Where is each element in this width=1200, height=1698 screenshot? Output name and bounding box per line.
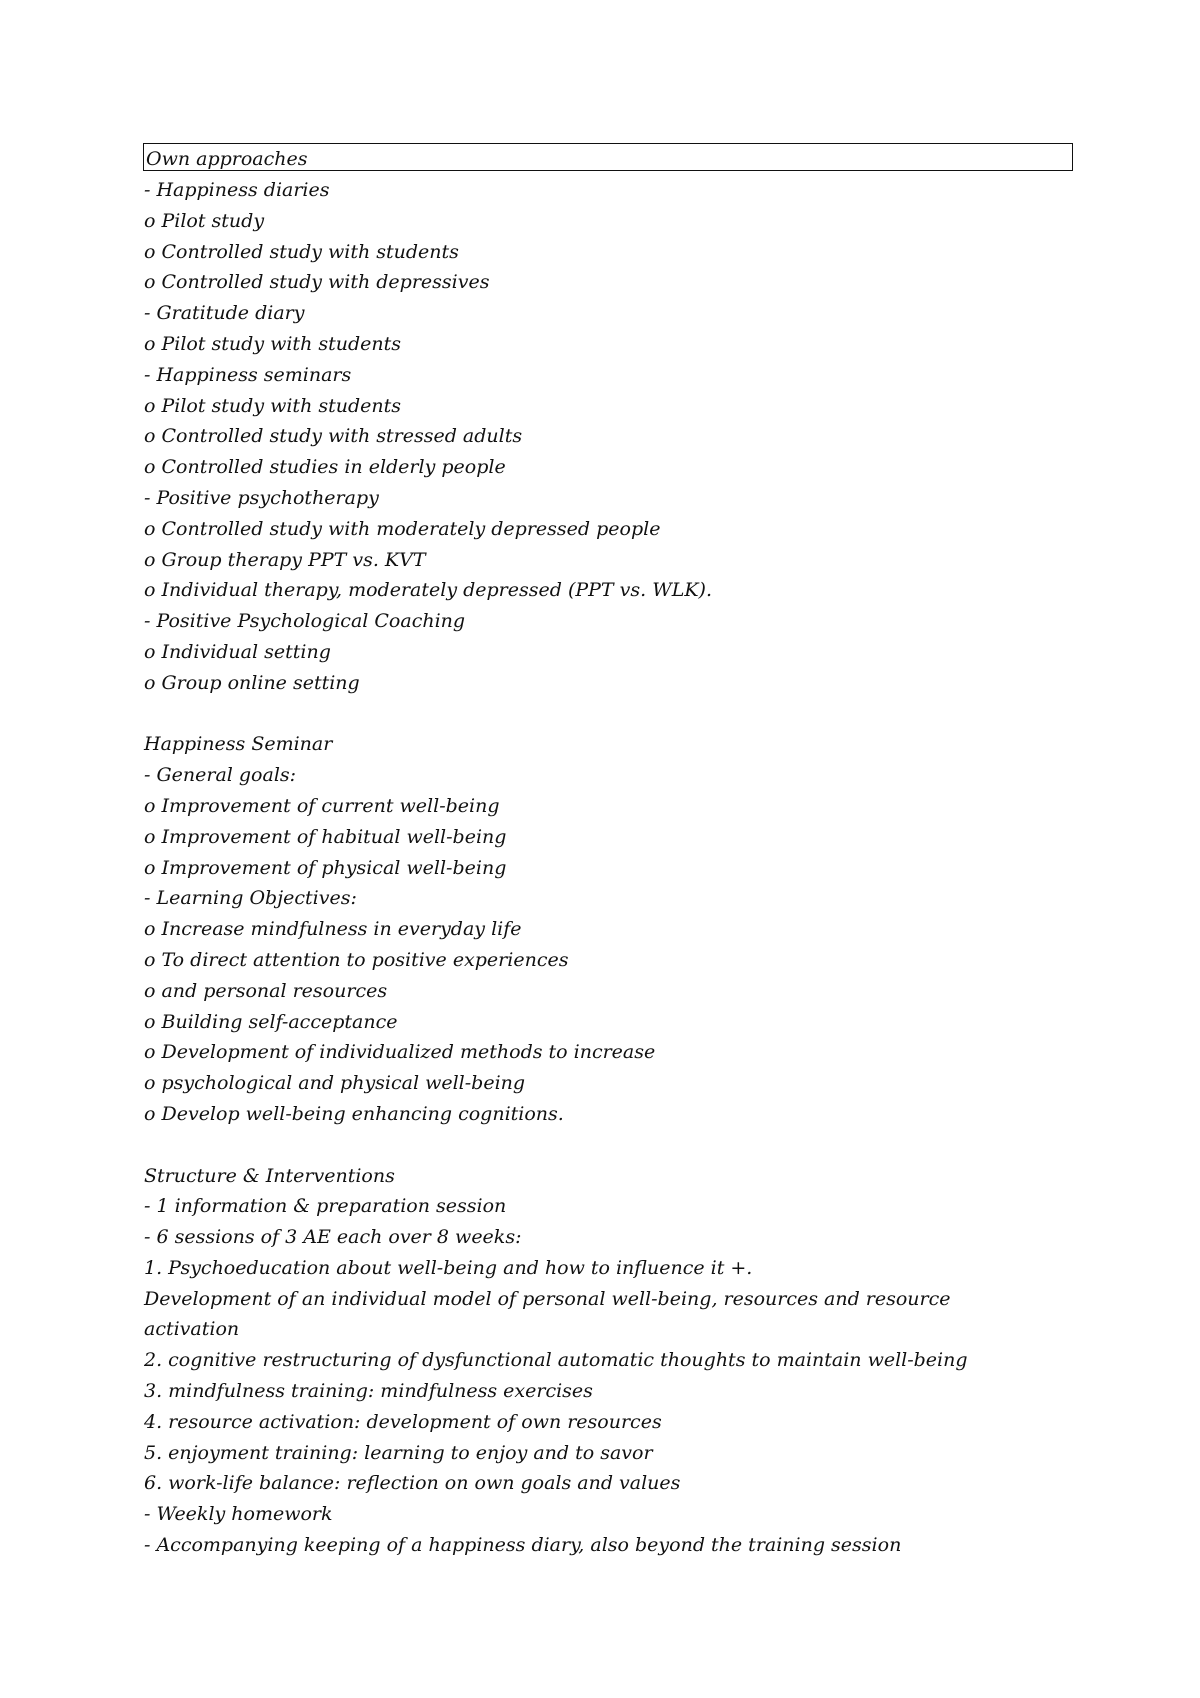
section-structure-interventions [143,1161,1073,1561]
list-item: - 6 sessions of 3 AE each over 8 weeks: [144,1226,522,1249]
list-item: - Accompanying keeping of a happiness diary, also beyond the training session [144,1534,902,1557]
list-item: o Pilot study with students [144,394,401,417]
list-item: - Weekly homework [144,1503,333,1526]
list-item: o psychological and physical well-being [144,1072,526,1095]
list-item: o Controlled study with moderately depressed people [144,517,661,540]
section-own-approaches [143,143,1073,699]
list-item: o Increase mindfulness in everyday life [144,918,522,941]
own-approaches-list [143,175,1073,699]
paragraph-spacer [143,699,1073,730]
list-item: o Improvement of habitual well-being [144,825,507,848]
list-item: o Group online setting [144,671,360,694]
list-item: o and personal resources [144,979,388,1002]
list-item: - Happiness seminars [144,363,352,386]
list-item: - Positive Psychological Coaching [144,610,466,633]
list-item: o Pilot study with students [144,332,401,355]
list-item: - Learning Objectives: [144,887,357,910]
list-item: - Positive psychotherapy [144,486,379,509]
boxed-section-heading: Own approaches [143,143,1073,171]
list-item: o To direct attention to positive experiences [144,948,569,971]
list-item: 6. work-life balance: reflection on own goals and values [144,1472,681,1495]
list-item: o Controlled study with depressives [144,271,490,294]
list-item: 2. cognitive restructuring of dysfunctional automatic thoughts to maintain well-being [144,1349,968,1372]
paragraph-spacer [143,1130,1073,1161]
list-item: o Individual setting [144,640,331,663]
list-item: o Group therapy PPT vs. KVT [144,548,426,571]
list-item: Development of an individual model of personal well-being, resources and resource [144,1287,951,1310]
document-page [143,143,1073,1561]
section-heading: Happiness Seminar [144,733,333,756]
list-item: activation [144,1318,240,1341]
list-item: - General goals: [144,764,297,787]
list-item: - Gratitude diary [144,302,305,325]
list-item: o Controlled study with stressed adults [144,425,523,448]
list-item: o Development of individualized methods to increase [144,1041,656,1064]
list-item: o Develop well-being enhancing cognitions. [144,1102,564,1125]
list-item: 5. enjoyment training: learning to enjoy and to savor [144,1441,653,1464]
list-item: o Pilot study [144,209,265,232]
list-item: 3. mindfulness training: mindfulness exercises [144,1380,593,1403]
list-item: 1. Psychoeducation about well-being and how to influence it +. [144,1256,753,1279]
list-item: o Controlled studies in elderly people [144,456,506,479]
list-item: 4. resource activation: development of own resources [144,1410,662,1433]
list-item: - 1 information & preparation session [144,1195,507,1218]
list-item: o Improvement of physical well-being [144,856,507,879]
list-item: o Improvement of current well-being [144,794,500,817]
list-item: o Building self-acceptance [144,1010,398,1033]
list-item: o Individual therapy, moderately depressed (PPT vs. WLK). [144,579,712,602]
list-item: o Controlled study with students [144,240,459,263]
list-item: - Happiness diaries [144,179,330,201]
section-heading: Structure & Interventions [144,1164,395,1187]
section-happiness-seminar [143,729,1073,1129]
